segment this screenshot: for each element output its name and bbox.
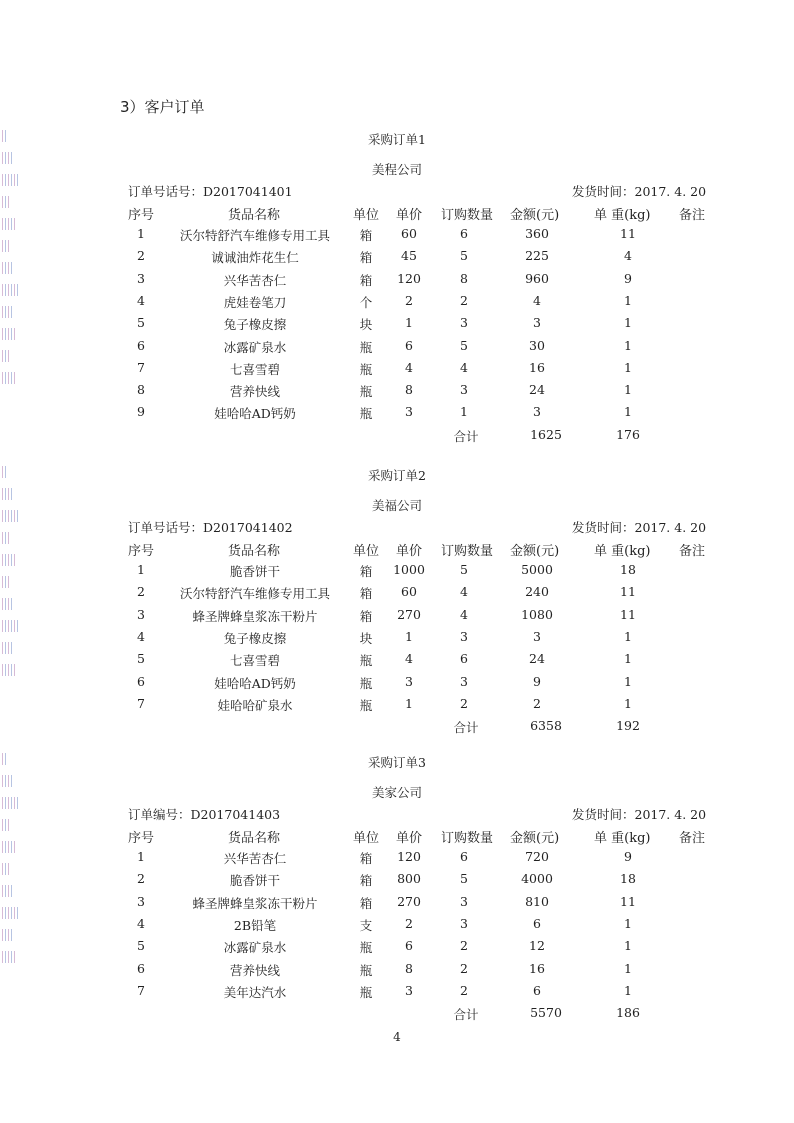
scan-mark xyxy=(2,863,9,875)
table-cell: 虎娃卷笔刀 xyxy=(223,294,287,310)
scan-mark xyxy=(2,841,16,853)
scan-mark xyxy=(2,350,10,362)
table-cell: 4 xyxy=(624,248,632,264)
table-cell: 沃尔特舒汽车维修专用工具 xyxy=(179,586,331,602)
table-cell: 1 xyxy=(624,628,632,644)
total-amount: 5570 xyxy=(530,1005,562,1021)
table-cell: 3 xyxy=(533,628,541,644)
table-cell: 5 xyxy=(460,871,468,887)
table-cell: 1 xyxy=(624,382,632,398)
table-cell: 4 xyxy=(137,292,145,308)
table-cell: 美年达汽水 xyxy=(223,984,287,1000)
total-label: 合计 xyxy=(453,720,479,736)
column-header: 单价 xyxy=(396,831,423,846)
table-cell: 营养快线 xyxy=(229,384,281,400)
scan-mark xyxy=(2,152,13,164)
column-header: 金额(元) xyxy=(510,208,560,223)
table-cell: 块 xyxy=(359,630,373,646)
scan-mark xyxy=(2,642,12,654)
table-cell: 8 xyxy=(405,382,413,398)
table-cell: 箱 xyxy=(359,608,373,624)
table-cell: 6 xyxy=(460,849,468,864)
column-header: 单 重(kg) xyxy=(594,544,651,559)
scan-mark xyxy=(2,174,18,186)
table-cell: 脆香饼干 xyxy=(229,873,281,889)
table-cell: 七喜雪碧 xyxy=(229,653,281,669)
table-cell: 3 xyxy=(460,673,468,689)
table-cell: 3 xyxy=(137,606,145,622)
table-cell: 4 xyxy=(460,606,468,622)
table-cell: 2 xyxy=(460,938,468,954)
table-cell: 8 xyxy=(137,382,145,398)
table-cell: 冰露矿泉水 xyxy=(223,339,287,355)
table-cell: 1 xyxy=(405,695,413,711)
table-cell: 2 xyxy=(137,248,145,264)
table-cell: 4 xyxy=(405,651,413,667)
scan-mark xyxy=(2,262,14,274)
ship-time: 发货时间：2017. 4. 20 xyxy=(572,184,707,199)
table-cell: 1 xyxy=(137,849,145,864)
table-cell: 8 xyxy=(460,270,468,286)
column-header: 货品名称 xyxy=(228,831,281,846)
table-cell: 2 xyxy=(137,584,145,600)
table-cell: 12 xyxy=(529,938,545,954)
scan-mark xyxy=(2,466,8,478)
column-header: 单价 xyxy=(396,544,423,559)
table-cell: 1 xyxy=(624,292,632,308)
table-cell: 7 xyxy=(137,359,145,375)
table-cell: 1 xyxy=(624,673,632,689)
table-cell: 1 xyxy=(624,404,632,420)
column-header: 序号 xyxy=(128,831,155,846)
table-cell: 5 xyxy=(460,248,468,264)
scan-mark xyxy=(2,328,17,340)
table-cell: 11 xyxy=(620,226,636,241)
table-cell: 720 xyxy=(525,849,549,864)
table-cell: 6 xyxy=(405,337,413,353)
table-cell: 娃哈哈AD钙奶 xyxy=(214,406,296,422)
table-cell: 4 xyxy=(137,915,145,931)
table-cell: 4 xyxy=(405,359,413,375)
table-cell: 270 xyxy=(397,606,421,622)
table-cell: 脆香饼干 xyxy=(229,564,281,579)
table-cell: 5 xyxy=(460,337,468,353)
table-cell: 6 xyxy=(533,982,541,998)
order-number: 订单号话号：D2017041401 xyxy=(128,184,293,199)
table-cell: 3 xyxy=(405,982,413,998)
column-header: 序号 xyxy=(128,544,155,559)
table-cell: 4000 xyxy=(521,871,553,887)
table-cell: 1 xyxy=(624,337,632,353)
scan-mark xyxy=(2,510,18,522)
table-cell: 箱 xyxy=(359,250,373,266)
table-cell: 60 xyxy=(401,226,417,241)
table-cell: 225 xyxy=(525,248,549,264)
order-title: 采购订单1 xyxy=(368,132,426,147)
table-cell: 5 xyxy=(137,938,145,954)
table-cell: 1 xyxy=(137,562,145,577)
table-cell: 1 xyxy=(624,938,632,954)
scan-mark xyxy=(2,664,17,676)
table-cell: 冰露矿泉水 xyxy=(223,940,287,956)
table-cell: 2B铅笔 xyxy=(233,917,277,933)
table-cell: 1 xyxy=(405,628,413,644)
total-label: 合计 xyxy=(453,1007,479,1023)
column-header: 单价 xyxy=(396,208,423,223)
table-cell: 6 xyxy=(137,337,145,353)
table-cell: 9 xyxy=(624,849,632,864)
table-cell: 16 xyxy=(529,359,545,375)
table-cell: 3 xyxy=(533,315,541,331)
column-header: 单 重(kg) xyxy=(594,208,651,223)
table-cell: 7 xyxy=(137,982,145,998)
column-header: 订购数量 xyxy=(441,208,494,223)
table-cell: 兴华苦杏仁 xyxy=(223,851,287,866)
table-cell: 6 xyxy=(533,915,541,931)
page-number: 4 xyxy=(393,1030,401,1044)
table-cell: 2 xyxy=(460,982,468,998)
table-cell: 7 xyxy=(137,695,145,711)
table-cell: 810 xyxy=(525,893,549,909)
table-cell: 3 xyxy=(405,404,413,420)
column-header: 单位 xyxy=(353,544,380,559)
table-cell: 9 xyxy=(533,673,541,689)
table-cell: 箱 xyxy=(359,564,373,579)
table-cell: 瓶 xyxy=(359,406,373,422)
table-cell: 娃哈哈矿泉水 xyxy=(217,697,293,713)
order-number: 订单编号：D2017041403 xyxy=(128,807,281,822)
scan-mark xyxy=(2,196,11,208)
table-cell: 6 xyxy=(405,938,413,954)
table-cell: 箱 xyxy=(359,873,373,889)
table-cell: 1 xyxy=(137,226,145,241)
table-cell: 支 xyxy=(359,917,373,933)
table-cell: 5 xyxy=(460,562,468,577)
scan-mark xyxy=(2,532,11,544)
table-cell: 2 xyxy=(405,915,413,931)
column-header: 序号 xyxy=(128,208,155,223)
table-cell: 800 xyxy=(397,871,421,887)
table-cell: 6 xyxy=(137,960,145,976)
scan-mark xyxy=(2,819,11,831)
table-cell: 瓶 xyxy=(359,940,373,956)
table-cell: 3 xyxy=(460,628,468,644)
table-cell: 诚诚油炸花生仁 xyxy=(211,250,299,266)
table-cell: 1 xyxy=(624,695,632,711)
column-header: 备注 xyxy=(679,544,706,559)
order-title: 采购订单2 xyxy=(368,468,426,483)
column-header: 订购数量 xyxy=(441,831,494,846)
order-title: 采购订单3 xyxy=(368,755,426,770)
table-cell: 3 xyxy=(137,270,145,286)
scan-mark xyxy=(2,775,13,787)
table-cell: 11 xyxy=(620,893,636,909)
scan-mark xyxy=(2,306,12,318)
table-cell: 瓶 xyxy=(359,697,373,713)
table-cell: 箱 xyxy=(359,228,373,243)
table-cell: 瓶 xyxy=(359,361,373,377)
company-name: 美福公司 xyxy=(371,498,422,513)
table-cell: 5000 xyxy=(521,562,553,577)
table-cell: 1 xyxy=(624,315,632,331)
total-amount: 6358 xyxy=(530,718,562,734)
table-cell: 4 xyxy=(460,359,468,375)
table-cell: 4 xyxy=(533,292,541,308)
table-cell: 兔子橡皮擦 xyxy=(223,317,287,333)
total-amount: 1625 xyxy=(530,426,562,442)
table-cell: 七喜雪碧 xyxy=(229,361,281,377)
scan-mark xyxy=(2,488,13,500)
table-cell: 1 xyxy=(624,651,632,667)
scan-mark xyxy=(2,753,8,765)
scan-mark xyxy=(2,907,19,919)
scan-mark xyxy=(2,130,8,142)
table-cell: 沃尔特舒汽车维修专用工具 xyxy=(179,228,331,243)
table-cell: 2 xyxy=(405,292,413,308)
table-cell: 2 xyxy=(533,695,541,711)
total-label: 合计 xyxy=(453,428,479,444)
table-cell: 3 xyxy=(405,673,413,689)
table-cell: 11 xyxy=(620,584,636,600)
column-header: 订购数量 xyxy=(441,544,494,559)
table-cell: 18 xyxy=(620,562,636,577)
table-cell: 4 xyxy=(137,628,145,644)
table-cell: 6 xyxy=(460,651,468,667)
table-cell: 个 xyxy=(359,294,373,310)
table-cell: 瓶 xyxy=(359,384,373,400)
table-cell: 1 xyxy=(624,359,632,375)
table-cell: 360 xyxy=(525,226,549,241)
table-cell: 1080 xyxy=(521,606,553,622)
table-cell: 120 xyxy=(397,849,421,864)
section-heading: 3）客户订单 xyxy=(120,98,205,116)
table-cell: 箱 xyxy=(359,895,373,911)
table-cell: 16 xyxy=(529,960,545,976)
scan-mark xyxy=(2,218,16,230)
table-cell: 9 xyxy=(624,270,632,286)
table-cell: 2 xyxy=(460,695,468,711)
total-weight: 186 xyxy=(616,1005,640,1021)
table-cell: 块 xyxy=(359,317,373,333)
column-header: 货品名称 xyxy=(228,208,281,223)
table-cell: 60 xyxy=(401,584,417,600)
company-name: 美程公司 xyxy=(371,162,422,177)
table-cell: 2 xyxy=(460,292,468,308)
ship-time: 发货时间：2017. 4. 20 xyxy=(572,807,707,822)
table-cell: 3 xyxy=(460,915,468,931)
table-cell: 3 xyxy=(460,382,468,398)
table-cell: 270 xyxy=(397,893,421,909)
column-header: 单位 xyxy=(353,831,380,846)
table-cell: 960 xyxy=(525,270,549,286)
scan-mark xyxy=(2,929,12,941)
table-cell: 24 xyxy=(529,651,545,667)
order-number: 订单号话号：D2017041402 xyxy=(128,520,293,535)
table-cell: 蜂圣牌蜂皇浆冻干粉片 xyxy=(192,895,318,911)
table-cell: 24 xyxy=(529,382,545,398)
scan-mark xyxy=(2,554,16,566)
table-cell: 30 xyxy=(529,337,545,353)
column-header: 金额(元) xyxy=(510,831,560,846)
table-cell: 瓶 xyxy=(359,962,373,978)
scan-mark xyxy=(2,620,19,632)
ship-time: 发货时间：2017. 4. 20 xyxy=(572,520,707,535)
table-cell: 1000 xyxy=(393,562,425,577)
column-header: 备注 xyxy=(679,831,706,846)
scan-mark xyxy=(2,576,9,588)
table-cell: 兔子橡皮擦 xyxy=(223,630,287,646)
column-header: 金额(元) xyxy=(510,544,560,559)
scan-mark xyxy=(2,797,18,809)
scan-mark xyxy=(2,598,14,610)
scan-mark xyxy=(2,372,15,384)
scan-mark xyxy=(2,284,19,296)
table-cell: 3 xyxy=(460,315,468,331)
table-cell: 箱 xyxy=(359,851,373,866)
table-cell: 18 xyxy=(620,871,636,887)
table-cell: 蜂圣牌蜂皇浆冻干粉片 xyxy=(192,608,318,624)
table-cell: 1 xyxy=(460,404,468,420)
table-cell: 240 xyxy=(525,584,549,600)
table-cell: 瓶 xyxy=(359,675,373,691)
table-cell: 3 xyxy=(460,893,468,909)
table-cell: 兴华苦杏仁 xyxy=(223,272,287,288)
table-cell: 5 xyxy=(137,651,145,667)
table-cell: 1 xyxy=(405,315,413,331)
column-header: 单位 xyxy=(353,208,380,223)
table-cell: 营养快线 xyxy=(229,962,281,978)
column-header: 货品名称 xyxy=(228,544,281,559)
table-cell: 3 xyxy=(533,404,541,420)
table-cell: 娃哈哈AD钙奶 xyxy=(214,675,296,691)
table-cell: 2 xyxy=(460,960,468,976)
table-cell: 11 xyxy=(620,606,636,622)
table-cell: 瓶 xyxy=(359,339,373,355)
table-cell: 1 xyxy=(624,915,632,931)
scan-mark xyxy=(2,951,17,963)
table-cell: 8 xyxy=(405,960,413,976)
column-header: 备注 xyxy=(679,208,706,223)
table-cell: 9 xyxy=(137,404,145,420)
table-cell: 箱 xyxy=(359,586,373,602)
total-weight: 192 xyxy=(616,718,640,734)
table-cell: 45 xyxy=(401,248,417,264)
company-name: 美家公司 xyxy=(371,785,422,800)
table-cell: 4 xyxy=(460,584,468,600)
table-cell: 瓶 xyxy=(359,984,373,1000)
table-cell: 2 xyxy=(137,871,145,887)
table-cell: 1 xyxy=(624,960,632,976)
scan-mark xyxy=(2,240,9,252)
table-cell: 瓶 xyxy=(359,653,373,669)
table-cell: 120 xyxy=(397,270,421,286)
total-weight: 176 xyxy=(616,426,640,442)
table-cell: 5 xyxy=(137,315,145,331)
table-cell: 箱 xyxy=(359,272,373,288)
table-cell: 3 xyxy=(137,893,145,909)
table-cell: 1 xyxy=(624,982,632,998)
table-cell: 6 xyxy=(137,673,145,689)
table-cell: 6 xyxy=(460,226,468,241)
column-header: 单 重(kg) xyxy=(594,831,651,846)
scan-mark xyxy=(2,885,14,897)
